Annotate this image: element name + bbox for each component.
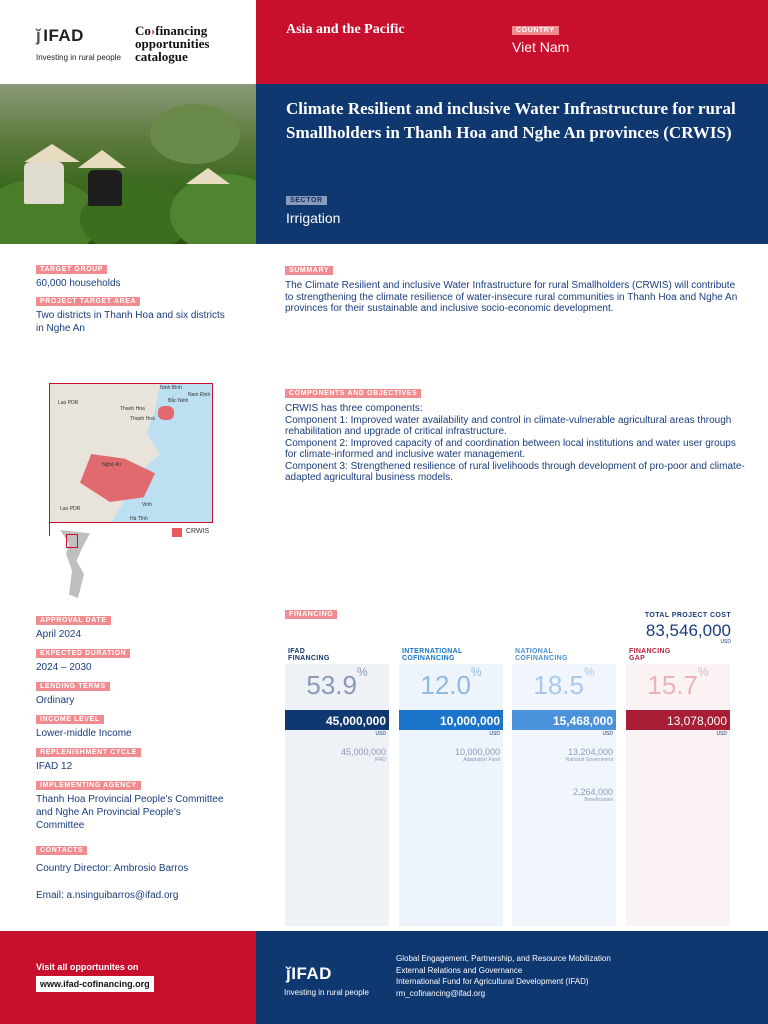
lending-label: LENDING TERMS [36,682,110,691]
sector-name: Irrigation [286,210,341,226]
footer-tagline: Investing in rural people [284,988,369,997]
components-line: Component 2: Improved capacity of and coordination between local institutions and water user groups for climate-informed and inclusive water management. [285,437,736,460]
lending-value: Ordinary [36,695,75,706]
catalogue-co: Co [135,23,151,38]
components-section [285,382,745,484]
legend-swatch [172,528,182,537]
ifad-logo-text: IFAD [43,26,84,45]
replenishment-label: REPLENISHMENT CYCLE [36,748,141,757]
map-label: Ninh Bình [160,385,182,391]
catalogue-title [135,24,209,63]
title-banner [256,84,768,244]
catalogue-arrow-icon: › [150,23,156,38]
footer-ifad-logo: ǰIFAD [286,964,332,983]
project-details [36,609,226,902]
summary-label: SUMMARY [285,266,333,275]
map-label: Nghệ An [102,462,122,468]
column-heading: FINANCING GAP [629,648,671,662]
financing-column-ifad [285,648,389,926]
footer-contact-block [256,931,768,1024]
components-line: Component 3: Strengthened resilience of rural livelihoods through development of pro-poor and climate-adapted agricultural business models. [285,460,745,483]
column-panel [285,664,389,926]
vietnam-overview-map [50,530,100,598]
amount-currency: USD [716,731,727,737]
amount-bar: 45,000,000 [285,710,389,730]
total-cost-label: TOTAL PROJECT COST [644,612,731,619]
duration-value: 2024 – 2030 [36,662,92,673]
share-percent: 12.0% [420,665,482,700]
legend-text: CRWIS [186,528,210,535]
components-line: Component 1: Improved water availability and control in climate-vulnerable agricultural areas through rehabilitation and upgrade of critical infrastructure. [285,414,732,437]
farmers-photo [0,84,256,244]
contributor-entry: 13,204,000 National Government [565,747,613,763]
map-label: Lao PDR [58,400,79,406]
ifad-logo [36,26,84,46]
financing-column-gap [626,648,730,926]
amount-currency: USD [602,731,613,737]
approval-value: April 2024 [36,629,82,640]
footer-line: Global Engagement, Partnership, and Resource Mobilization [396,954,611,963]
map-label: Lao PDR [60,506,81,512]
country-label: COUNTRY [512,26,559,35]
target-area-value: Two districts in Thanh Hoa and six districts in Nghe An [36,310,225,334]
components-label: COMPONENTS AND OBJECTIVES [285,389,421,398]
region-name: Asia and the Pacific [286,22,405,37]
column-heading: NATIONAL COFINANCING [515,648,568,662]
map-label: Nam Định [188,392,211,398]
map-label: Hà Tĩnh [130,516,148,522]
column-heading: INTERNATIONAL COFINANCING [402,648,463,662]
financing-column-national [512,648,616,926]
map-label: Thanh Hoa [120,406,145,412]
footer-email[interactable]: rm_cofinancing@ifad.org [396,988,486,998]
amount-currency: USD [489,731,500,737]
region-banner [256,0,768,84]
contributor-entry: 45,000,000 IFAD [340,747,386,763]
project-title: Climate Resilient and inclusive Water Infrastructure for rural Smallholders in Thanh Hoa and Nghe An provinces (CRWIS) [286,99,736,142]
income-value: Lower-middle Income [36,728,132,739]
components-text [285,403,745,484]
column-heading: IFAD FINANCING [288,648,330,662]
footer-address [396,953,611,999]
map-label: Thanh Hoá [130,416,155,422]
ifad-wheat-icon: ǰ [286,964,292,983]
contributor-entry: 10,000,000 Adaptation Fund [454,747,500,763]
website-link[interactable]: www.ifad-cofinancing.org [36,976,154,992]
approval-label: APPROVAL DATE [36,616,111,625]
column-panel [399,664,503,926]
map-locator-frame [66,534,78,548]
replenishment-value: IFAD 12 [36,761,73,772]
income-label: INCOME LEVEL [36,715,104,724]
country-name: Viet Nam [512,39,570,55]
amount-bar: 10,000,000 [399,710,503,730]
target-group-label: TARGET GROUP [36,265,107,274]
column-panel [626,664,730,926]
total-cost-value: 83,546,000 [645,621,731,640]
column-panel [512,664,616,926]
map-label: Bắc Ninh [168,398,189,404]
agency-value: Thanh Hoa Provincial People's Committee and Nghe An Provincial People's Committee [36,794,224,831]
catalogue-word: catalogue [135,49,188,64]
components-line: CRWIS has three components: [285,403,423,414]
share-percent: 15.7% [647,665,709,700]
amount-currency: USD [375,731,386,737]
summary-section [285,259,745,315]
footer-line: International Fund for Agricultural Development (IFAD) [396,977,589,986]
contacts-label: CONTACTS [36,846,87,855]
target-area-label: PROJECT TARGET AREA [36,297,140,306]
project-map [49,383,213,523]
target-group-value: 60,000 households [36,278,121,289]
header-logo-block [0,0,256,84]
contact-email[interactable]: Email: a.nsinguibarros@ifad.org [36,890,179,901]
ifad-tagline: Investing in rural people [36,53,121,62]
country-director: Country Director: Ambrosio Barros [36,863,189,874]
total-cost-currency: USD [720,639,731,645]
share-percent: 53.9% [306,665,368,700]
agency-label: IMPLEMENTING AGENCY [36,781,141,790]
sector-label: SECTOR [286,196,327,205]
catalogue-financing: financing [155,23,208,38]
catalogue-opportunities: opportunities [135,36,210,51]
contributor-entry: 2,264,000 Beneficiaries [572,787,613,803]
ifad-wheat-icon: ǰ [36,26,42,45]
share-percent: 18.5% [533,665,595,700]
financing-label: FINANCING [285,610,337,619]
visit-text: Visit all opportunites on [36,962,139,972]
target-info [36,258,226,335]
duration-label: EXPECTED DURATION [36,649,130,658]
amount-bar: 15,468,000 [512,710,616,730]
financing-column-international [399,648,503,926]
amount-bar: 13,078,000 [626,710,730,730]
footer-visit-block [0,931,256,1024]
footer-line: External Relations and Governance [396,965,523,975]
map-label: Vinh [142,502,152,508]
map-project-area-thanh-hoa [158,406,174,420]
summary-text: The Climate Resilient and inclusive Water Infrastructure for rural Smallholders (CRWIS) will contribute to strengthening the climate resilience of water-insecure rural communities in Thanh Hoa and Nghe An provinces for their sustainable and inclusive socio-economic development. [285,280,738,314]
